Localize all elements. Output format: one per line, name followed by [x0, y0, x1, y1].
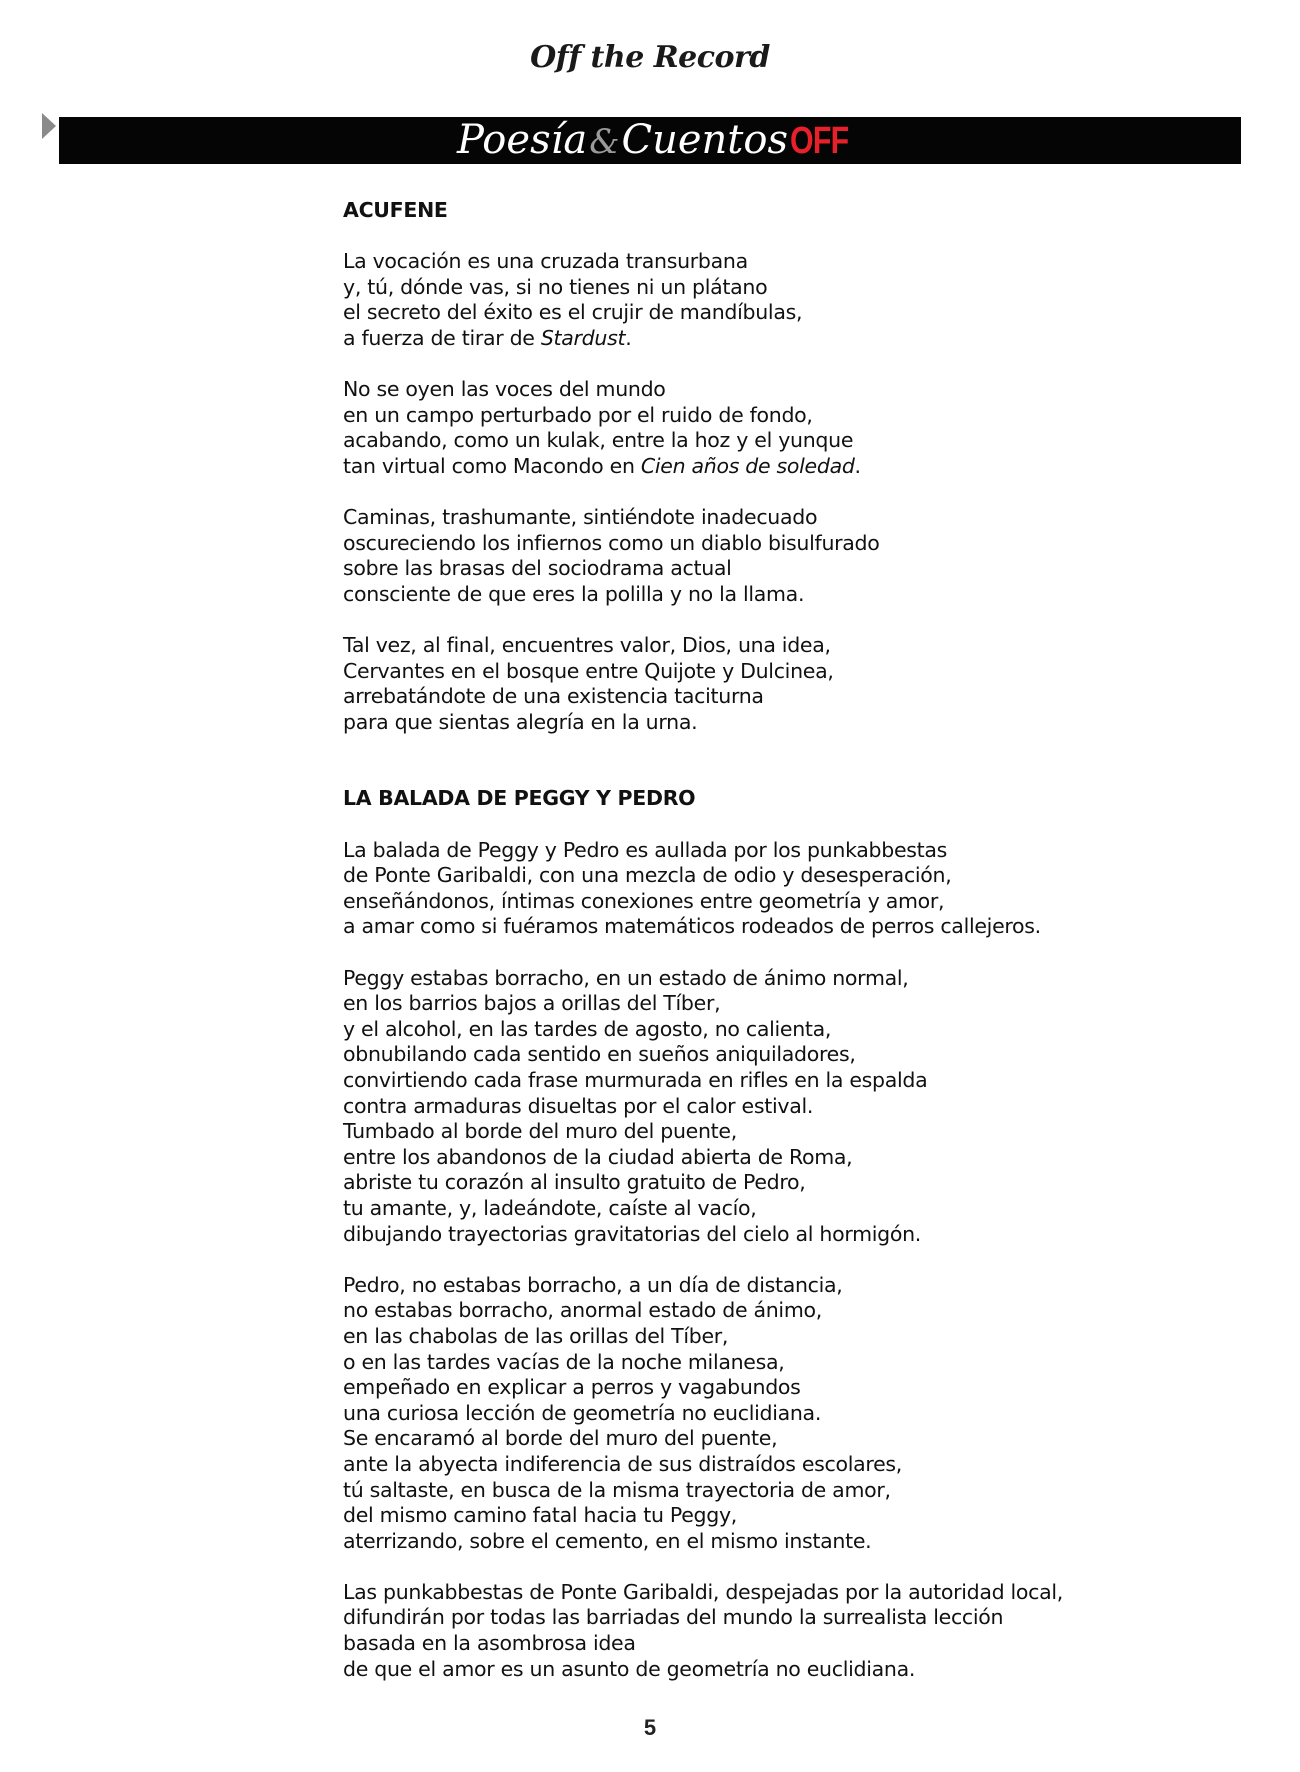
poem-line-text: en los barrios bajos a orillas del Tíber, — [343, 991, 721, 1016]
poems-column — [343, 198, 1083, 1708]
poem-line — [343, 1196, 1083, 1222]
stanza — [343, 249, 1083, 351]
poem-line-text: basada en la asombrosa idea — [343, 1631, 636, 1656]
poem-line — [343, 991, 1083, 1017]
poem-line — [343, 454, 1083, 480]
poem-line-text: tú saltaste, en busca de la misma trayectoria de amor, — [343, 1477, 891, 1502]
poem-line-text: abriste tu corazón al insulto gratuito de Pedro, — [343, 1170, 806, 1195]
poem-line-text: Tal vez, al final, encuentres valor, Dios, una idea, — [343, 633, 831, 658]
poem-line — [343, 326, 1083, 352]
poem-line — [343, 1145, 1083, 1171]
poem-line — [343, 1222, 1083, 1248]
poem-line — [343, 1503, 1083, 1529]
poem-line — [343, 1657, 1083, 1683]
poem-line-text: Caminas, trashumante, sintiéndote inadecuado — [343, 505, 818, 530]
poem-line-text: obnubilando cada sentido en sueños aniquiladores, — [343, 1042, 856, 1067]
poem-line-text: acabando, como un kulak, entre la hoz y el yunque — [343, 428, 854, 453]
poem-line-text: difundirán por todas las barriadas del mundo la surrealista lección — [343, 1605, 1004, 1630]
poem-line — [343, 710, 1083, 736]
poem-line — [343, 1273, 1083, 1299]
page-number: 5 — [643, 1715, 657, 1740]
stanza — [343, 1580, 1083, 1682]
poem-line — [343, 1068, 1083, 1094]
poem-line-text: para que sientas alegría en la urna. — [343, 709, 698, 734]
poem-line — [343, 1426, 1083, 1452]
poem-line — [343, 300, 1083, 326]
poem-line-text: Peggy estabas borracho, en un estado de ánimo normal, — [343, 965, 909, 990]
poem-line-text: La vocación es una cruzada transurbana — [343, 249, 748, 274]
stanza — [343, 505, 1083, 607]
poem-line-text: entre los abandonos de la ciudad abierta de Roma, — [343, 1144, 853, 1169]
poem-line-text: en un campo perturbado por el ruido de fondo, — [343, 402, 813, 427]
poem-line-text: de Ponte Garibaldi, con una mezcla de odio y desesperación, — [343, 863, 952, 888]
poem-line — [343, 684, 1083, 710]
poem-line — [343, 1094, 1083, 1120]
poem-line — [343, 1042, 1083, 1068]
poem-line-text: una curiosa lección de geometría no euclidiana. — [343, 1400, 822, 1425]
poem-title: LA BALADA DE PEGGY Y PEDRO — [343, 786, 696, 811]
poem-line — [343, 1324, 1083, 1350]
masthead-logo: Off the Record — [530, 40, 770, 75]
poem-line — [343, 1478, 1083, 1504]
poem-line — [343, 1170, 1083, 1196]
poem-line-text: o en las tardes vacías de la noche milanesa, — [343, 1349, 785, 1374]
poem-line-text: La balada de Peggy y Pedro es aullada por los punkabbestas — [343, 837, 948, 862]
poem-line — [343, 1529, 1083, 1555]
section-arrow-icon — [42, 113, 56, 139]
poem-line-text: no estabas borracho, anormal estado de ánimo, — [343, 1298, 822, 1323]
poem-line — [343, 377, 1083, 403]
poem-line — [343, 1298, 1083, 1324]
poem-line-text: . — [625, 325, 632, 350]
poem-line — [343, 505, 1083, 531]
poem-line — [343, 1350, 1083, 1376]
poem-line-text: ante la abyecta indiferencia de sus distraídos escolares, — [343, 1451, 902, 1476]
poem-line — [343, 1119, 1083, 1145]
poem-line-text: . — [854, 453, 861, 478]
poem-line-italic-text: Cien años de soledad — [640, 453, 855, 478]
poem-line — [343, 1017, 1083, 1043]
poem-line-text: dibujando trayectorias gravitatorias del cielo al hormigón. — [343, 1221, 922, 1246]
poem-line — [343, 1375, 1083, 1401]
stanza — [343, 633, 1083, 735]
poem-line — [343, 1605, 1083, 1631]
poem — [343, 198, 1083, 735]
poem-line-text: consciente de que eres la polilla y no la llama. — [343, 581, 805, 606]
poem-line-italic-text: Stardust — [540, 325, 626, 350]
stanza — [343, 377, 1083, 479]
poem-line-text: tan virtual como Macondo en — [343, 453, 641, 478]
poem-line-text: en las chabolas de las orillas del Tíber, — [343, 1323, 729, 1348]
poem-line-text: Cervantes en el bosque entre Quijote y Dulcinea, — [343, 658, 834, 683]
poem-line-text: a fuerza de tirar de — [343, 325, 541, 350]
stanza — [343, 1273, 1083, 1555]
section-title-word-cuentos: Cuentos — [621, 117, 788, 163]
poem-line — [343, 889, 1083, 915]
poem-line-text: el secreto del éxito es el crujir de mandíbulas, — [343, 300, 803, 325]
poem — [343, 786, 1083, 1682]
poem-line-text: Las punkabbestas de Ponte Garibaldi, despejadas por la autoridad local, — [343, 1579, 1064, 1604]
poem-line-text: tu amante, y, ladeándote, caíste al vacío, — [343, 1195, 757, 1220]
poem-line-text: a amar como si fuéramos matemáticos rodeados de perros callejeros. — [343, 914, 1041, 939]
poem-line-text: y el alcohol, en las tardes de agosto, no calienta, — [343, 1016, 832, 1041]
poem-line-text: No se oyen las voces del mundo — [343, 377, 666, 402]
poem-line — [343, 914, 1083, 940]
poem-line-text: oscureciendo los infiernos como un diablo bisulfurado — [343, 530, 880, 555]
section-title-off: OFF — [789, 120, 849, 162]
poem-line-text: Se encaramó al borde del muro del puente, — [343, 1426, 778, 1451]
poem-line — [343, 556, 1083, 582]
poem-line-text: empeñado en explicar a perros y vagabundos — [343, 1375, 801, 1400]
poem-line-text: Pedro, no estabas borracho, a un día de distancia, — [343, 1272, 843, 1297]
section-title — [69, 117, 1251, 164]
poem-line-text: de que el amor es un asunto de geometría no euclidiana. — [343, 1656, 916, 1681]
poem-title: ACUFENE — [343, 198, 448, 222]
section-header-bar — [59, 117, 1241, 164]
poem-line-text: aterrizando, sobre el cemento, en el mismo instante. — [343, 1528, 872, 1553]
poem-line — [343, 531, 1083, 557]
poem-line-text: convirtiendo cada frase murmurada en rifles en la espalda — [343, 1068, 928, 1092]
poem-line-text: sobre las brasas del sociodrama actual — [343, 556, 732, 581]
poem-line-text: Tumbado al borde del muro del puente, — [343, 1119, 737, 1144]
poem-line-text: y, tú, dónde vas, si no tienes ni un plátano — [343, 274, 768, 299]
poem-line — [343, 1452, 1083, 1478]
poem-line — [343, 659, 1083, 685]
poem-line — [343, 582, 1083, 608]
poem-line-text: del mismo camino fatal hacia tu Peggy, — [343, 1503, 738, 1528]
poem-line — [343, 403, 1083, 429]
poem-line — [343, 863, 1083, 889]
poem-line — [343, 966, 1083, 992]
stanza — [343, 838, 1083, 940]
poem-line-text: arrebatándote de una existencia taciturna — [343, 684, 764, 709]
poem-line — [343, 1631, 1083, 1657]
section-title-word-poesia: Poesía — [457, 117, 588, 163]
stanza — [343, 966, 1083, 1248]
poem-line — [343, 428, 1083, 454]
poem-line — [343, 275, 1083, 301]
poem-line-text: enseñándonos, íntimas conexiones entre geometría y amor, — [343, 888, 945, 913]
poem-line — [343, 1580, 1083, 1606]
poem-line — [343, 633, 1083, 659]
poem-line — [343, 1401, 1083, 1427]
poem-line — [343, 249, 1083, 275]
poem-line — [343, 838, 1083, 864]
poem-line-text: contra armaduras disueltas por el calor estival. — [343, 1093, 814, 1118]
section-title-ampersand: & — [589, 122, 620, 162]
